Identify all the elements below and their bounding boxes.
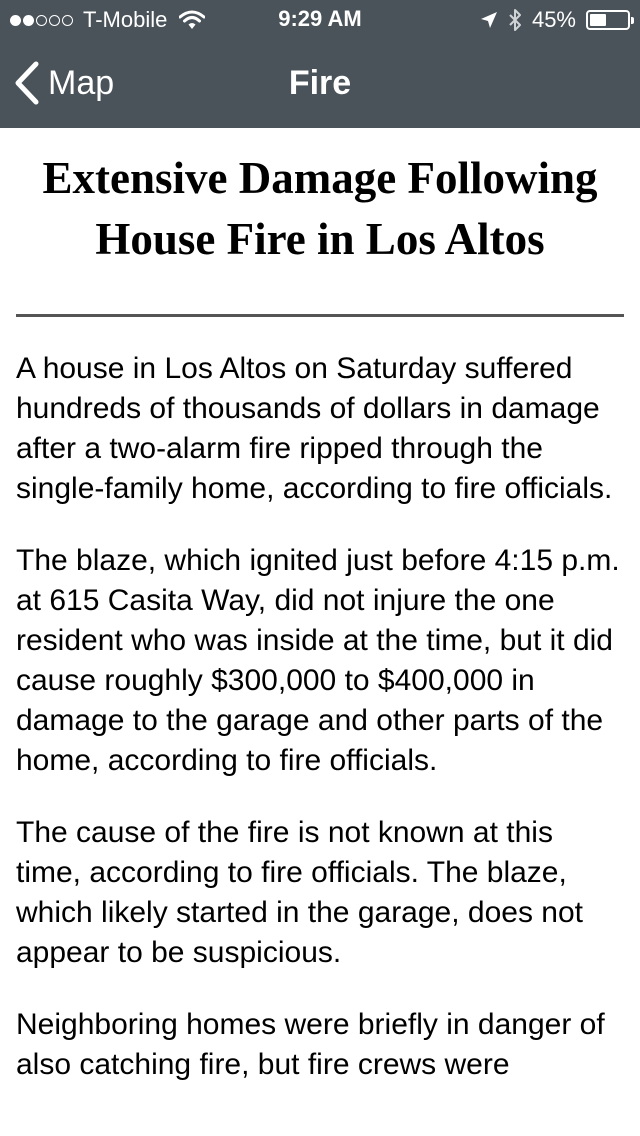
article-content[interactable] xyxy=(0,128,640,1136)
status-bar xyxy=(0,0,640,40)
battery-percent: 45% xyxy=(531,7,576,32)
carrier-name: T-Mobile xyxy=(83,7,168,32)
article-paragraph: Neighboring homes were briefly in danger of also catching fire, but fire crews were xyxy=(16,1008,605,1081)
article-paragraph: A house in Los Altos on Saturday suffered hundreds of thousands of dollars in damage after a two-alarm fire ripped through the single-family home, according to fire officials. xyxy=(16,352,613,505)
article-paragraph: The blaze, which ignited just before 4:15 p.m. at 615 Casita Way, did not injure the one resident who was inside at the time, but it did cause roughly $300,000 to $400,000 in damage to the garage and other parts of the home, according to fire officials. xyxy=(16,544,620,777)
status-right xyxy=(480,7,630,33)
article-title: Extensive Damage Following House Fire in Los Altos xyxy=(42,153,598,264)
battery-fill xyxy=(590,14,606,26)
battery-tip xyxy=(631,17,634,24)
location-arrow-icon xyxy=(480,11,498,29)
nav-title: Fire xyxy=(288,64,352,102)
battery-icon xyxy=(586,10,630,30)
bluetooth-icon xyxy=(508,8,522,32)
article-paragraph: The cause of the fire is not known at this time, according to fire officials. The blaze, which likely started in the garage, does not appear to be suspicious. xyxy=(16,816,583,969)
navigation-bar xyxy=(0,40,640,128)
back-label: Map xyxy=(48,63,115,102)
title-divider xyxy=(16,314,624,317)
status-time: 9:29 AM xyxy=(278,6,362,31)
header xyxy=(0,0,640,128)
